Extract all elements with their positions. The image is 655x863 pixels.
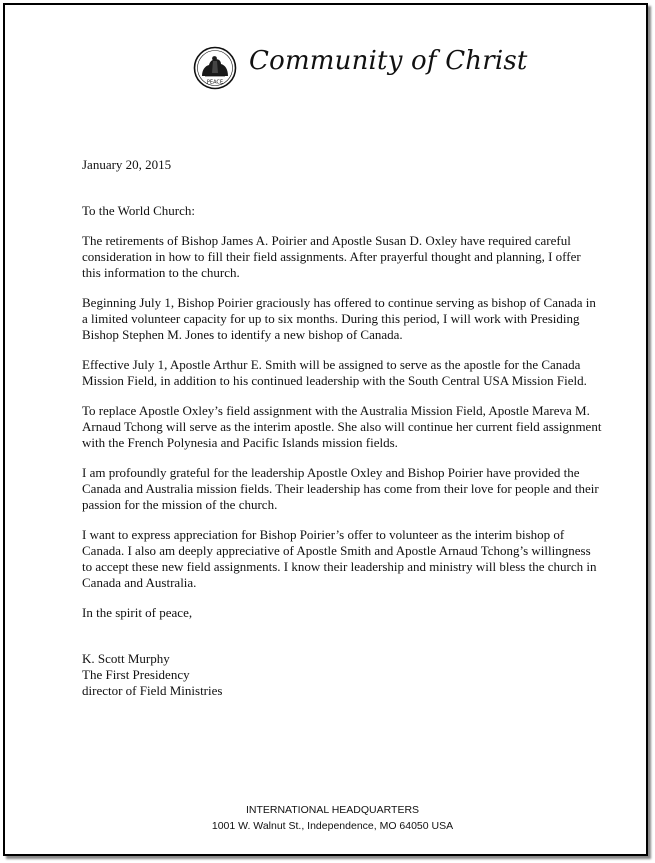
paragraph: I want to express appreciation for Bishop Poirier’s offer to volunteer as the interim bishop of Canada. I also am deeply appreciative of Apostle Smith and Apostle Arnaud Tchong’s willingness to accept these new field assignments. I know their leadership and ministry will bless the church in Canada and Australia. <box>82 527 597 590</box>
paragraph: I am profoundly grateful for the leadership Apostle Oxley and Bishop Poirier have provided the Canada and Australia mission fields. Their leadership has come from their love for people and their passion for the mission of the church. <box>82 465 599 512</box>
footer <box>5 802 655 834</box>
signature-block <box>82 651 602 699</box>
document-page <box>3 3 648 856</box>
svg-text:PEACE: PEACE <box>206 79 224 86</box>
footer-heading: INTERNATIONAL HEADQUARTERS <box>245 804 420 816</box>
paragraph: Effective July 1, Apostle Arthur E. Smith will be assigned to serve as the apostle for the Canada Mission Field, in addition to his continued leadership with the South Central USA Mission Field. <box>82 357 587 388</box>
closing: In the spirit of peace, <box>82 605 193 620</box>
paragraph: To replace Apostle Oxley’s field assignment with the Australia Mission Field, Apostle Mareva M. Arnaud Tchong will serve as the interim apostle. She also will continue her current field assignment with the French Polynesia and Pacific Islands mission fields. <box>82 403 602 450</box>
paragraph: The retirements of Bishop James A. Poirier and Apostle Susan D. Oxley have required careful consideration in how to fill their field assignments. After prayerful thought and planning, I offer this information to the church. <box>82 233 581 280</box>
salutation: To the World Church: <box>82 203 195 218</box>
signer-title: director of Field Ministries <box>82 683 223 698</box>
signer-name: K. Scott Murphy <box>82 651 170 666</box>
seal-icon <box>193 46 237 90</box>
letter-body <box>82 157 602 699</box>
footer-address: 1001 W. Walnut St., Independence, MO 64050 USA <box>211 820 454 832</box>
logo-wordmark: Community of Christ <box>249 46 528 76</box>
signer-org: The First Presidency <box>82 667 190 682</box>
letter-date: January 20, 2015 <box>82 157 172 172</box>
paragraph: Beginning July 1, Bishop Poirier graciously has offered to continue serving as bishop of Canada in a limited volunteer capacity for up to six months. During this period, I will work with Presiding Bishop Stephen M. Jones to identify a new bishop of Canada. <box>82 295 596 342</box>
